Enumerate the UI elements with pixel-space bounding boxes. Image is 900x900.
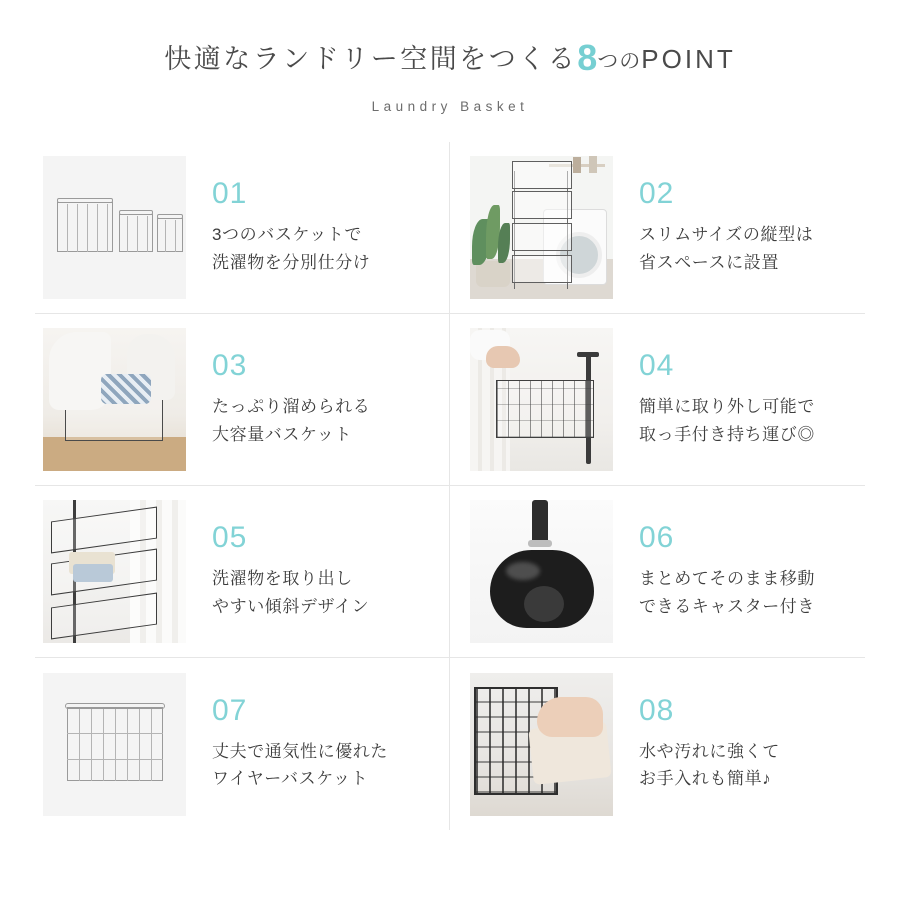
feature-desc-line1: スリムサイズの縦型は <box>639 225 814 245</box>
page-subtitle: Laundry Basket <box>371 99 529 115</box>
person-filling-basket-photo <box>43 328 186 471</box>
wiping-mesh-with-cloth-photo <box>470 673 613 816</box>
feature-image-02 <box>470 156 613 299</box>
feature-number-08: 08 <box>639 693 675 727</box>
feature-item-07 <box>35 658 450 830</box>
feature-desc-05 <box>212 565 443 620</box>
feature-desc-04 <box>639 393 859 448</box>
single-wire-basket-illustration <box>43 673 186 816</box>
feature-item-04 <box>450 314 865 486</box>
feature-number-05: 05 <box>212 521 248 555</box>
feature-text-05 <box>212 523 443 620</box>
tilted-basket-rack-photo <box>43 500 186 643</box>
feature-image-04 <box>470 328 613 471</box>
feature-desc-line2: ワイヤーバスケット <box>212 769 369 789</box>
feature-text-03 <box>212 351 443 448</box>
feature-desc-line2: 洗濯物を分別仕分け <box>212 252 371 272</box>
page-title-suffix: つの <box>597 50 642 73</box>
feature-grid <box>35 142 865 830</box>
feature-desc-02 <box>639 221 859 276</box>
feature-number-04: 04 <box>639 349 675 383</box>
feature-text-06 <box>639 523 859 620</box>
page-title <box>0 36 900 79</box>
feature-image-07 <box>43 673 186 816</box>
feature-item-05 <box>35 486 450 658</box>
feature-desc-line2: 取っ手付き持ち運び◎ <box>639 424 815 444</box>
feature-desc-06 <box>639 565 859 620</box>
feature-desc-01 <box>212 221 443 276</box>
feature-text-01 <box>212 179 443 276</box>
page-header <box>0 0 900 114</box>
feature-desc-line1: 丈夫で通気性に優れた <box>212 741 388 761</box>
feature-text-02 <box>639 179 859 276</box>
page-title-prefix: 快適なランドリー空間をつくる <box>164 44 578 74</box>
hand-removing-basket-photo <box>470 328 613 471</box>
feature-number-03: 03 <box>212 349 248 383</box>
feature-desc-line1: 3つのバスケットで <box>212 225 363 245</box>
feature-desc-line2: お手入れも簡単♪ <box>639 769 772 789</box>
feature-number-01: 01 <box>212 177 248 211</box>
feature-image-06 <box>470 500 613 643</box>
feature-desc-line1: まとめてそのまま移動 <box>639 569 815 589</box>
feature-desc-07 <box>212 738 443 793</box>
feature-item-01 <box>35 142 450 314</box>
feature-text-04 <box>639 351 859 448</box>
three-wire-baskets-illustration <box>43 156 186 299</box>
feature-image-03 <box>43 328 186 471</box>
feature-desc-08 <box>639 738 859 793</box>
feature-item-06 <box>450 486 865 658</box>
feature-desc-line2: 大容量バスケット <box>212 424 352 444</box>
feature-text-08 <box>639 693 859 793</box>
feature-desc-line1: たっぷり溜められる <box>212 397 371 417</box>
feature-image-05 <box>43 500 186 643</box>
page-title-number: 8 <box>577 37 598 78</box>
feature-number-06: 06 <box>639 521 675 555</box>
feature-desc-03 <box>212 393 443 448</box>
feature-desc-line2: できるキャスター付き <box>639 596 815 616</box>
feature-desc-line1: 簡単に取り外し可能で <box>639 397 815 417</box>
page-title-point: POINT <box>641 44 736 74</box>
feature-desc-line2: 省スペースに設置 <box>639 252 779 272</box>
feature-item-03 <box>35 314 450 486</box>
feature-desc-line1: 洗濯物を取り出し <box>212 569 353 589</box>
feature-number-02: 02 <box>639 177 675 211</box>
feature-image-01 <box>43 156 186 299</box>
caster-wheel-closeup-photo <box>470 500 613 643</box>
feature-item-08 <box>450 658 865 830</box>
feature-desc-line1: 水や汚れに強くて <box>639 741 780 761</box>
feature-image-08 <box>470 673 613 816</box>
feature-text-07 <box>212 693 443 793</box>
laundry-room-rack-photo <box>470 156 613 299</box>
feature-desc-line2: やすい傾斜デザイン <box>212 596 370 616</box>
feature-number-07: 07 <box>212 693 248 727</box>
feature-item-02 <box>450 142 865 314</box>
